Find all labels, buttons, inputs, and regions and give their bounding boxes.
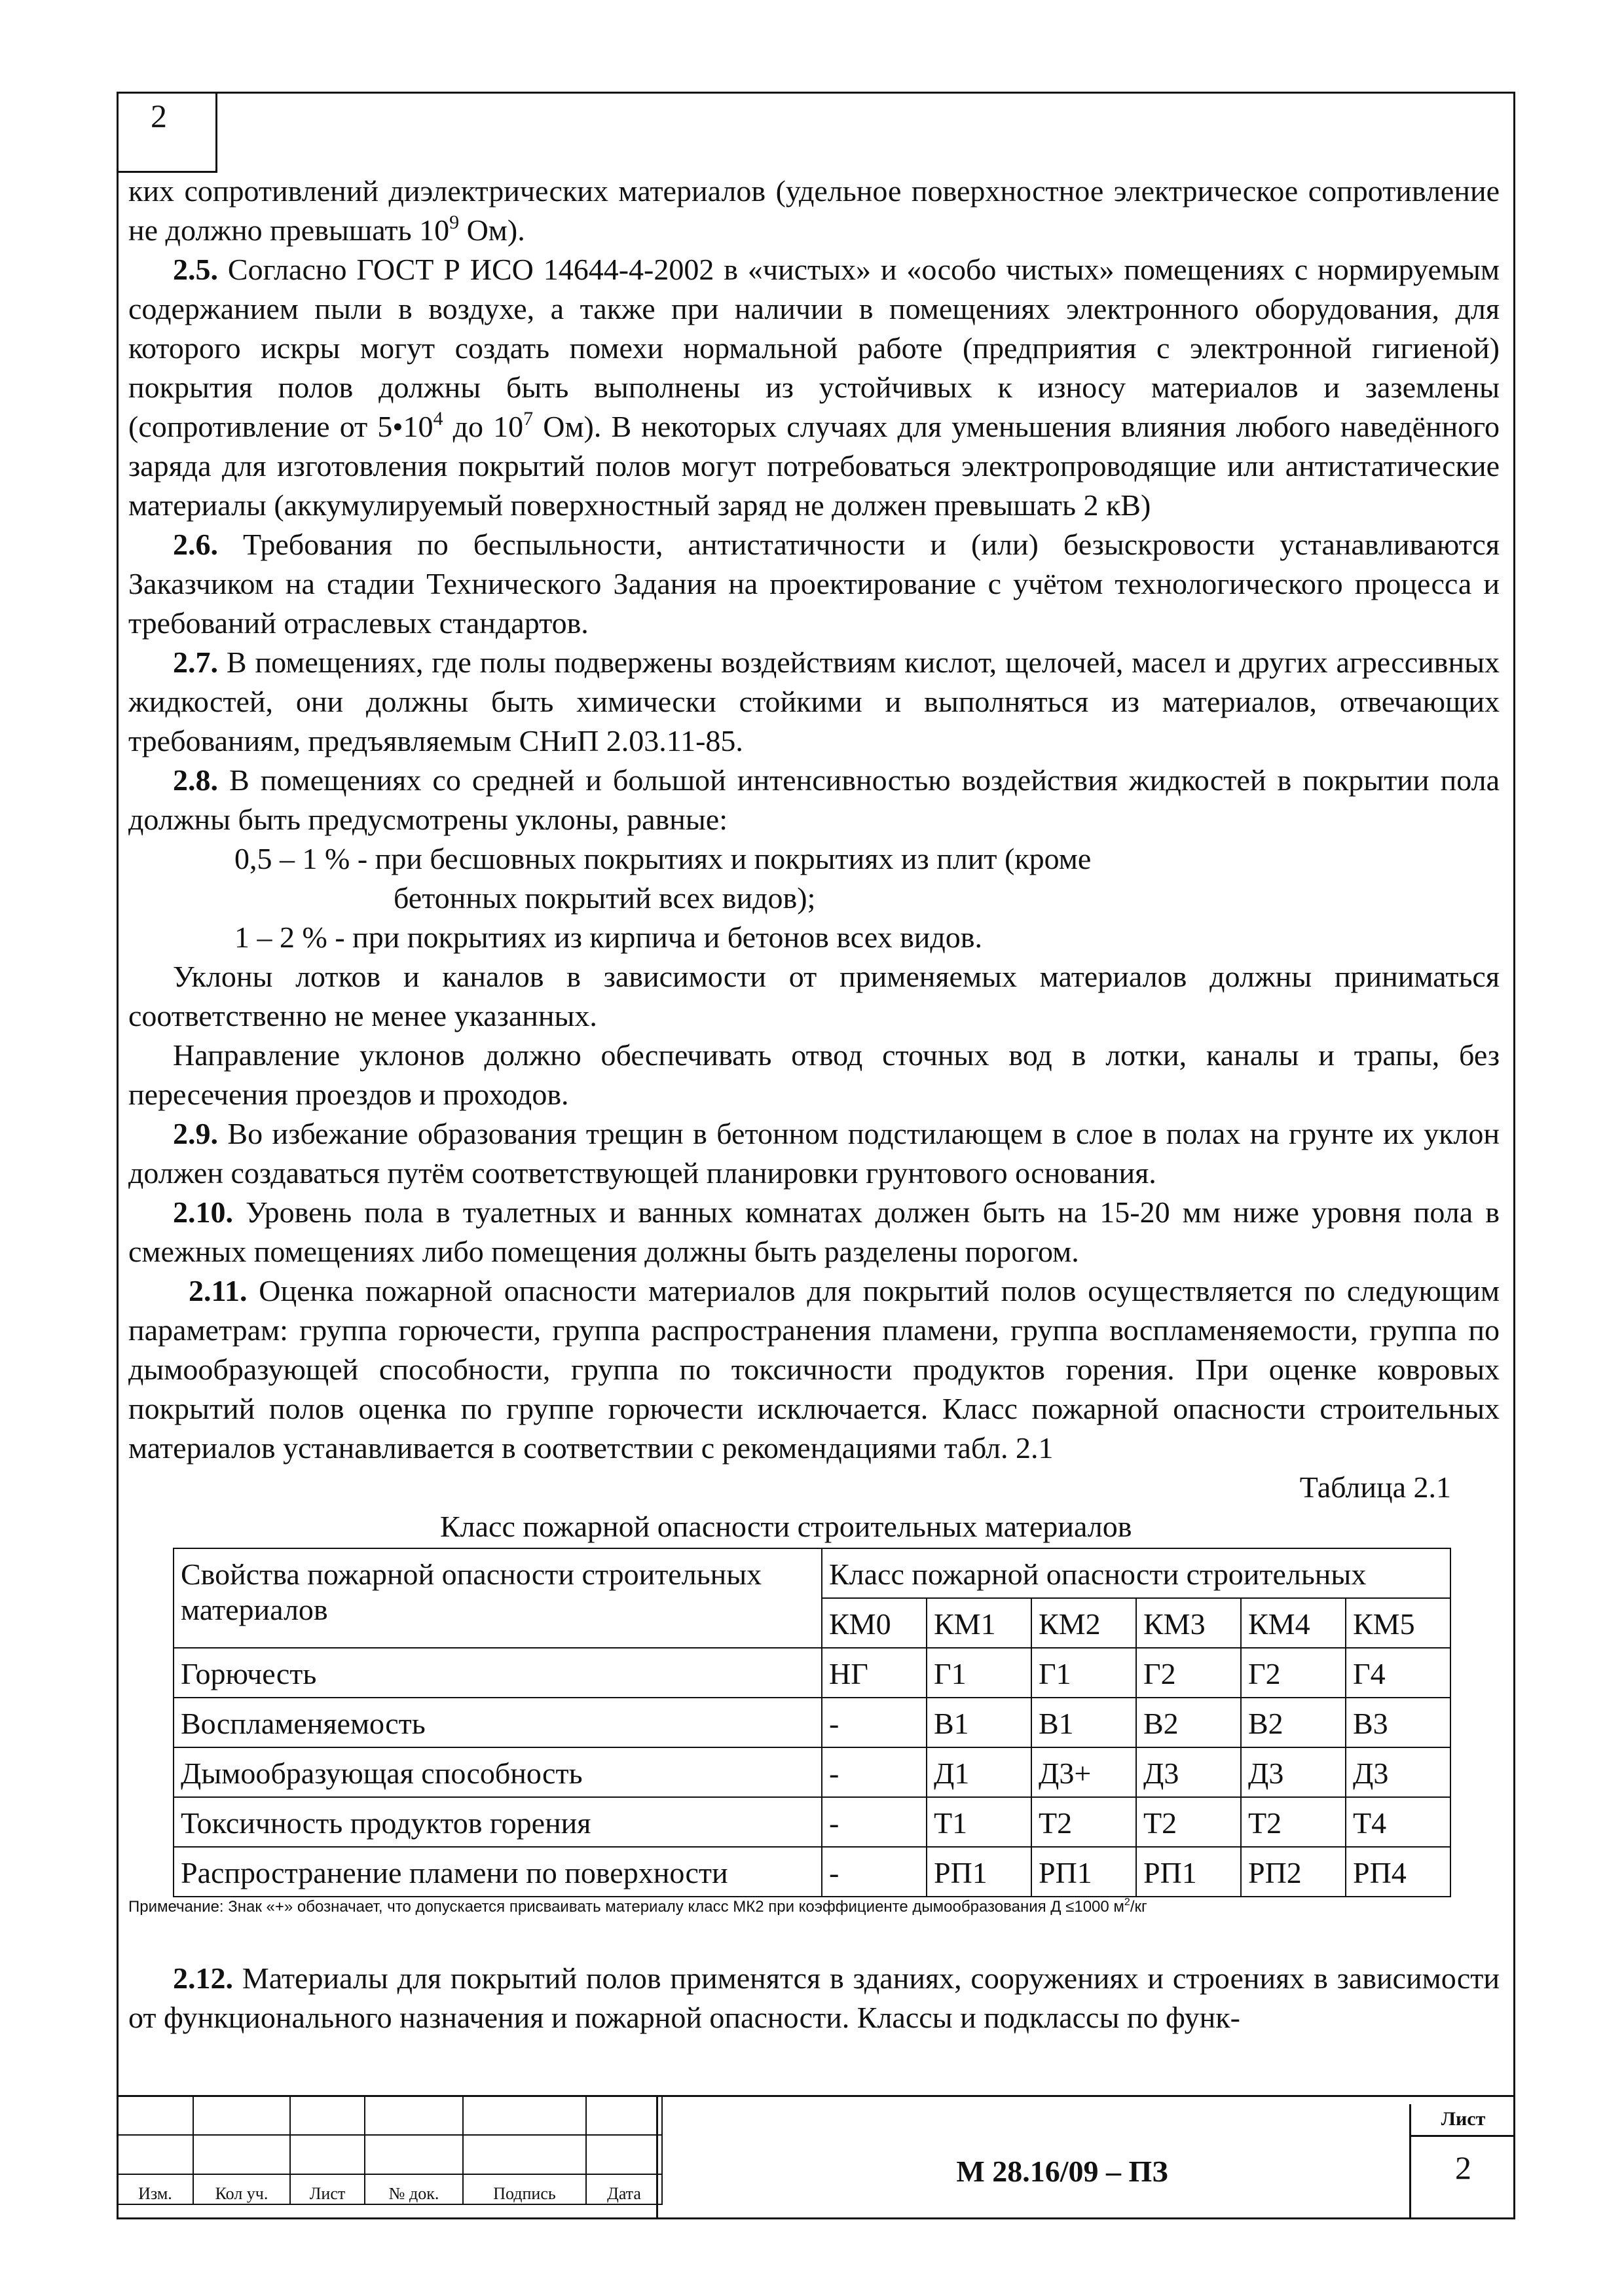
table-cell: Г4 bbox=[1346, 1648, 1450, 1698]
table-row bbox=[174, 1847, 1450, 1897]
table-cell: Т1 bbox=[927, 1797, 1031, 1847]
document-code: М 28.16/09 – ПЗ bbox=[956, 2155, 1168, 2188]
clause-number: 2.6. bbox=[173, 528, 218, 561]
page-number-box bbox=[117, 92, 217, 173]
table-number: Таблица 2.1 bbox=[1299, 1470, 1451, 1504]
table-row bbox=[174, 1648, 1450, 1698]
table-cell: РП1 bbox=[1136, 1847, 1241, 1897]
superscript: 2 bbox=[1124, 1897, 1130, 1908]
text: до 10 bbox=[443, 410, 524, 443]
table-row bbox=[174, 1747, 1450, 1797]
table-class-cell: КМ4 bbox=[1241, 1598, 1346, 1648]
paragraph-2-5 bbox=[128, 250, 1500, 525]
revision-label: Кол уч. bbox=[193, 2174, 290, 2204]
table-header-properties: Свойства пожарной опасности строительных материалов bbox=[174, 1548, 822, 1648]
paragraph-2-8-c: Направление уклонов должно обеспечивать отвод сточных вод в лотки, каналы и трапы, без пересечения проездов и проходов. bbox=[128, 1038, 1500, 1111]
table-cell-property: Распространение пламени по поверхности bbox=[174, 1847, 822, 1897]
table-cell-property: Токсичность продуктов горения bbox=[174, 1797, 822, 1847]
clause-number: 2.10. bbox=[173, 1195, 233, 1229]
fire-hazard-table bbox=[173, 1548, 1451, 1897]
paragraph-2-6 bbox=[128, 525, 1500, 643]
text: В помещениях со средней и большой интенсивностью воздействия жидкостей в покрытии пола должны быть предусмотрены уклоны, равные: bbox=[128, 763, 1500, 836]
text: Ом). В некоторых случаях для уменьшения влияния любого наведённого заряда для изготовления покрытий полов могут потребоваться электропроводящие или антистатические материалы (аккумулируемый поверхностный заряд не должен превышать 2 кВ) bbox=[128, 410, 1500, 522]
revision-label: Подпись bbox=[463, 2174, 586, 2204]
table-cell: - bbox=[822, 1698, 927, 1747]
table-cell: РП2 bbox=[1241, 1847, 1346, 1897]
text: Примечание: Знак «+» обозначает, что допускается присваивать материалу класс МК2 при коэффициенте дымообразования Д ≤1000 м bbox=[128, 1898, 1124, 1916]
clause-number: 2.11. bbox=[189, 1274, 248, 1307]
text: /кг bbox=[1130, 1898, 1147, 1916]
table-cell: Д3 bbox=[1241, 1747, 1346, 1797]
paragraph-2-8 bbox=[128, 761, 1500, 839]
table-cell: Г1 bbox=[927, 1648, 1031, 1698]
table-row bbox=[174, 1797, 1450, 1847]
table-cell: В1 bbox=[1031, 1698, 1136, 1747]
text: Уровень пола в туалетных и ванных комнатах должен быть на 15-20 мм ниже уровня пола в смежных помещениях либо помещения должны быть разделены порогом. bbox=[128, 1195, 1500, 1268]
table-cell: РП4 bbox=[1346, 1847, 1450, 1897]
table-cell: РП1 bbox=[927, 1847, 1031, 1897]
table-cell-property: Дымообразующая способность bbox=[174, 1747, 822, 1797]
text: Во избежание образования трещин в бетонном подстилающем в слое в полах на грунте их уклон должен создаваться путём соответствующей планировки грунтового основания. bbox=[128, 1117, 1500, 1190]
table-cell-property: Горючесть bbox=[174, 1648, 822, 1698]
paragraph-continuation bbox=[128, 172, 1500, 250]
slope-item-2: 1 – 2 % - при покрытиях из кирпича и бетонов всех видов. bbox=[234, 920, 983, 954]
paragraph-2-12 bbox=[128, 1959, 1500, 2037]
superscript: 7 bbox=[523, 408, 534, 429]
paragraph-2-11 bbox=[128, 1271, 1500, 1468]
table-class-cell: КМ1 bbox=[927, 1598, 1031, 1648]
document-body bbox=[128, 172, 1500, 2037]
table-cell: Д3 bbox=[1136, 1747, 1241, 1797]
text: В помещениях, где полы подвержены воздействиям кислот, щелочей, масел и других агрессивных жидкостей, они должны быть химически стойкими и выполняться из материалов, отвечающих требованиям, предъявляемым СНиП 2.03.11-85. bbox=[128, 646, 1500, 757]
table-cell: В2 bbox=[1241, 1698, 1346, 1747]
table-row bbox=[174, 1698, 1450, 1747]
table-caption: Класс пожарной опасности строительных материалов bbox=[440, 1510, 1132, 1543]
clause-number: 2.7. bbox=[173, 646, 218, 679]
spacer bbox=[128, 1917, 1500, 1959]
table-cell: - bbox=[822, 1797, 927, 1847]
table-cell: Т2 bbox=[1241, 1797, 1346, 1847]
title-block-divider bbox=[656, 2095, 658, 2219]
superscript: 9 bbox=[449, 211, 460, 233]
sheet-label: Лист bbox=[1409, 2104, 1515, 2137]
paragraph-2-10 bbox=[128, 1193, 1500, 1271]
table-cell: В2 bbox=[1136, 1698, 1241, 1747]
paragraph-2-9 bbox=[128, 1114, 1500, 1193]
sheet-number: 2 bbox=[1409, 2137, 1515, 2219]
table-cell: - bbox=[822, 1747, 927, 1797]
revision-grid bbox=[117, 2095, 663, 2205]
revision-label: № док. bbox=[365, 2174, 463, 2204]
clause-number: 2.12. bbox=[173, 1961, 233, 1995]
table-cell: Г1 bbox=[1031, 1648, 1136, 1698]
text: Согласно ГОСТ Р ИСО 14644-4-2002 в «чистых» и «особо чистых» помещениях с нормируемым содержанием пыли в воздухе, а также при наличии в помещениях электронного оборудования, для которого искры могут создать помехи нормальной работе (предприятия с электронной гигиеной) покрытия полов должны быть выполнены из устойчивых к износу материалов и заземлены (сопротивление от 5•10 bbox=[128, 253, 1500, 443]
page-number: 2 bbox=[151, 98, 167, 134]
table-cell: Г2 bbox=[1136, 1648, 1241, 1698]
revision-label: Дата bbox=[586, 2174, 662, 2204]
table-cell: - bbox=[822, 1847, 927, 1897]
table-cell: Д3+ bbox=[1031, 1747, 1136, 1797]
table-cell: Т2 bbox=[1136, 1797, 1241, 1847]
slope-item-1: 0,5 – 1 % - при бесшовных покрытиях и покрытиях из плит (кроме bbox=[234, 842, 1092, 875]
clause-number: 2.5. bbox=[173, 253, 218, 286]
text: ких сопротивлений диэлектрических материалов (удельное поверхностное электрическое сопротивление не должно превышать 10 bbox=[128, 174, 1500, 247]
text: Материалы для покрытий полов применятся в зданиях, сооружениях и строениях в зависимости от функционального назначения и пожарной опасности. Классы и подклассы по функ- bbox=[128, 1961, 1500, 2034]
revision-label: Лист bbox=[290, 2174, 365, 2204]
text: Требования по беспыльности, антистатичности и (или) безыскровости устанавливаются Заказчиком на стадии Технического Задания на проектирование с учётом технологического процесса и требований отраслевых стандартов. bbox=[128, 528, 1500, 640]
clause-number: 2.9. bbox=[173, 1117, 218, 1150]
table-cell: Г2 bbox=[1241, 1648, 1346, 1698]
table-cell: В3 bbox=[1346, 1698, 1450, 1747]
revision-label: Изм. bbox=[117, 2174, 193, 2204]
table-header-row bbox=[174, 1548, 1450, 1598]
table-cell: Д1 bbox=[927, 1747, 1031, 1797]
table-class-cell: КМ0 bbox=[822, 1598, 927, 1648]
table-cell: РП1 bbox=[1031, 1847, 1136, 1897]
paragraph-2-8-b: Уклоны лотков и каналов в зависимости от применяемых материалов должны приниматься соответственно не менее указанных. bbox=[128, 960, 1500, 1032]
table-class-cell: КМ2 bbox=[1031, 1598, 1136, 1648]
table-header-group: Класс пожарной опасности строительных bbox=[822, 1548, 1450, 1598]
table-class-cell: КМ3 bbox=[1136, 1598, 1241, 1648]
table-cell: Д3 bbox=[1346, 1747, 1450, 1797]
slope-item-1-continuation: бетонных покрытий всех видов); bbox=[394, 881, 816, 915]
table-cell: Т2 bbox=[1031, 1797, 1136, 1847]
table-class-cell: КМ5 bbox=[1346, 1598, 1450, 1648]
clause-number: 2.8. bbox=[173, 763, 218, 797]
superscript: 4 bbox=[433, 408, 443, 429]
paragraph-2-7 bbox=[128, 643, 1500, 761]
text: Оценка пожарной опасности материалов для покрытий полов осуществляется по следующим параметрам: группа горючести, группа распространения пламени, группа воспламеняемости, группа по дымообразующей способности, группа по токсичности продуктов горения. При оценке ковровых покрытий полов оценка по группе горючести исключается. Класс пожарной опасности строительных материалов устанавливается в соответствии с рекомендациями табл. 2.1 bbox=[128, 1274, 1500, 1465]
text: Ом). bbox=[459, 213, 525, 247]
table-cell-property: Воспламеняемость bbox=[174, 1698, 822, 1747]
table-cell: НГ bbox=[822, 1648, 927, 1698]
table-cell: Т4 bbox=[1346, 1797, 1450, 1847]
table-cell: В1 bbox=[927, 1698, 1031, 1747]
table-note bbox=[128, 1897, 1500, 1917]
